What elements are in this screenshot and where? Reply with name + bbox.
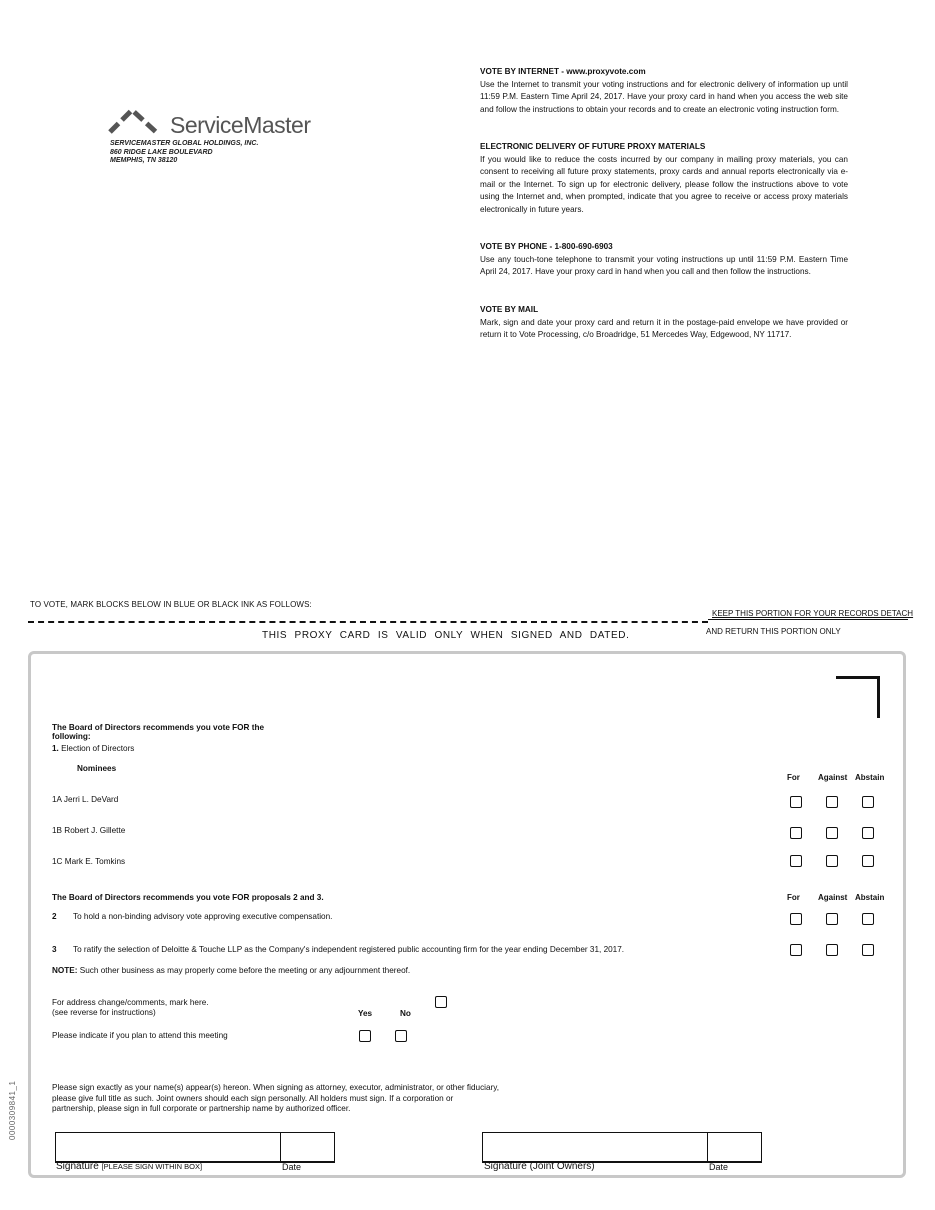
- signature-date-divider: [280, 1132, 281, 1163]
- joint-date-divider: [707, 1132, 708, 1163]
- signature-box[interactable]: [55, 1132, 335, 1163]
- proposal-3-for-checkbox[interactable]: [790, 944, 802, 956]
- attend-meeting-label: Please indicate if you plan to attend this meeting: [52, 1031, 228, 1040]
- nominee-row: 1A Jerri L. DeVard: [52, 795, 119, 804]
- nominee-1c-for-checkbox[interactable]: [790, 855, 802, 867]
- proposal-3-abstain-checkbox[interactable]: [862, 944, 874, 956]
- vote-internet-section: VOTE BY INTERNET - www.proxyvote.com Use the Internet to transmit your voting instructions and for electronic delivery of information up until 11:59 P.M. Eastern Time April 24, 2017. Have your proxy card in hand when you access the web site and follow the instructions to obtain your records and to create an electronic voting instruction form.: [480, 67, 848, 114]
- company-address: SERVICEMASTER GLOBAL HOLDINGS, INC. 860 RIDGE LAKE BOULEVARD MEMPHIS, TN 38120: [110, 140, 259, 164]
- servicemaster-logo-icon: [108, 106, 160, 136]
- proposal-3-text: To ratify the selection of Deloitte & Touche LLP as the Company's independent registered public accounting firm for the year ending December 31, 2017.: [73, 945, 625, 954]
- col-for: For: [787, 773, 800, 782]
- to-vote-instruction: TO VOTE, MARK BLOCKS BELOW IN BLUE OR BLACK INK AS FOLLOWS:: [30, 600, 312, 609]
- proposal-2-for-checkbox[interactable]: [790, 913, 802, 925]
- company-logo-text: ServiceMaster: [170, 112, 311, 138]
- nominee-row: 1B Robert J. Gillette: [52, 826, 126, 835]
- proposal-2-number: 2: [52, 912, 57, 921]
- keep-underline: [708, 619, 908, 620]
- proposal-3-against-checkbox[interactable]: [826, 944, 838, 956]
- proposal-2-abstain-checkbox[interactable]: [862, 913, 874, 925]
- col-for: For: [787, 893, 800, 902]
- nominee-1a-for-checkbox[interactable]: [790, 796, 802, 808]
- col-against: Against: [818, 893, 848, 902]
- corner-mark: [836, 676, 880, 718]
- proposal-2-against-checkbox[interactable]: [826, 913, 838, 925]
- note-text: NOTE: Such other business as may properly come before the meeting or any adjournment thereof.: [52, 966, 411, 975]
- attend-no-checkbox[interactable]: [395, 1030, 407, 1042]
- nominee-1b-for-checkbox[interactable]: [790, 827, 802, 839]
- attend-yes-checkbox[interactable]: [359, 1030, 371, 1042]
- no-label: No: [400, 1009, 411, 1018]
- nominee-1b-against-checkbox[interactable]: [826, 827, 838, 839]
- keep-portion-text: KEEP THIS PORTION FOR YOUR RECORDS DETACH: [712, 609, 914, 618]
- board-recommendation-1: The Board of Directors recommends you vote FOR the following:: [52, 723, 265, 741]
- col-abstain: Abstain: [855, 773, 885, 782]
- joint-date-label: Date: [709, 1162, 729, 1172]
- address-change-checkbox[interactable]: [435, 996, 447, 1008]
- nominees-heading: Nominees: [77, 764, 117, 773]
- vote-phone-section: VOTE BY PHONE - 1-800-690-6903 Use any touch-tone telephone to transmit your voting instructions up until 11:59 P.M. Eastern Time April 24, 2017. Have your proxy card in hand when you call and then follow the instructions.: [480, 242, 848, 277]
- nominee-1c-against-checkbox[interactable]: [826, 855, 838, 867]
- sign-instructions: Please sign exactly as your name(s) appear(s) hereon. When signing as attorney, executor, administrator, or other fiduciary, please give full title as such. Joint owners should each sign personally. All holders must sign. If a corporation or partnership, please sign in full corporate or partnership name by authorized officer.: [52, 1083, 500, 1113]
- nominee-1a-against-checkbox[interactable]: [826, 796, 838, 808]
- joint-signature-label: Signature (Joint Owners): [484, 1161, 595, 1172]
- valid-notice: THIS PROXY CARD IS VALID ONLY WHEN SIGNED AND DATED.: [262, 630, 630, 641]
- yes-label: Yes: [358, 1009, 373, 1018]
- address-change-label: For address change/comments, mark here. (see reverse for instructions): [52, 998, 209, 1017]
- electronic-delivery-section: ELECTRONIC DELIVERY OF FUTURE PROXY MATERIALS If you would like to reduce the costs incurred by our company in mailing proxy materials, you can consent to receiving all future proxy statements, proxy cards and annual reports electronically via e-mail or the Internet. To sign up for electronic delivery, please follow the instructions above to vote using the Internet and, when prompted, indicate that you agree to receive or access proxy materials electronically in future years.: [480, 142, 848, 214]
- proposal-2-text: To hold a non-binding advisory vote approving executive compensation.: [73, 912, 333, 921]
- col-against: Against: [818, 773, 848, 782]
- proposal-3-number: 3: [52, 945, 57, 954]
- nominee-1a-abstain-checkbox[interactable]: [862, 796, 874, 808]
- signature-label: Signature [PLEASE SIGN WITHIN BOX]: [56, 1161, 203, 1172]
- date-label: Date: [282, 1162, 302, 1172]
- nominee-1c-abstain-checkbox[interactable]: [862, 855, 874, 867]
- nominee-row: 1C Mark E. Tomkins: [52, 857, 126, 866]
- col-abstain: Abstain: [855, 893, 885, 902]
- detach-line: [28, 621, 708, 623]
- return-portion-text: AND RETURN THIS PORTION ONLY: [706, 627, 841, 636]
- document-code: 0000309841_1: [8, 1080, 17, 1140]
- vote-mail-section: VOTE BY MAIL Mark, sign and date your proxy card and return it in the postage-paid envelope we have provided or return it to Vote Processing, c/o Broadridge, 51 Mercedes Way, Edgewood, NY 11717.: [480, 305, 848, 340]
- item1-heading: 1. Election of Directors: [52, 744, 135, 753]
- board-recommendation-2: The Board of Directors recommends you vote FOR proposals 2 and 3.: [52, 893, 324, 902]
- joint-signature-box[interactable]: [482, 1132, 762, 1163]
- nominee-1b-abstain-checkbox[interactable]: [862, 827, 874, 839]
